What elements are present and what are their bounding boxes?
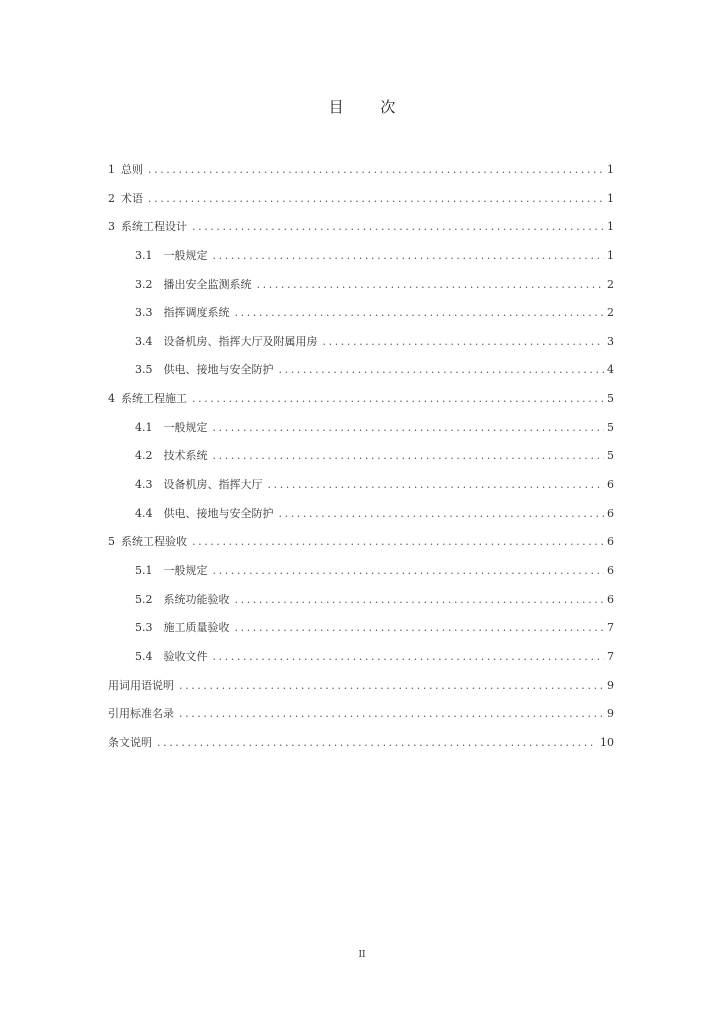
toc-leader-dots <box>279 500 605 529</box>
toc-entry-page: 6 <box>607 506 614 520</box>
toc-entry-number: 1 <box>108 163 115 176</box>
toc-leader-dots <box>235 299 605 328</box>
toc-entry-title: 引用标准名录 <box>108 707 174 721</box>
toc-entry-number: 5 <box>108 535 115 549</box>
toc-entry-number: 5.2 <box>135 592 153 606</box>
toc-entry-title: 技术系统 <box>163 449 208 463</box>
toc-leader-dots <box>257 271 605 300</box>
toc-entry-title: 系统工程设计 <box>121 220 187 234</box>
toc-entry-page: 2 <box>607 306 614 320</box>
toc-entry-3-4[interactable] <box>108 328 614 357</box>
toc-entry-title: 条文说明 <box>108 735 152 749</box>
toc-entry-page: 5 <box>607 449 614 463</box>
toc-entry-2[interactable] <box>108 185 614 214</box>
toc-entry-1[interactable] <box>108 156 614 185</box>
toc-entry-number: 3.3 <box>135 306 153 320</box>
toc-entry-3-2[interactable] <box>108 271 614 300</box>
toc-entry-title: 指挥调度系统 <box>163 306 230 320</box>
toc-leader-dots <box>235 586 605 615</box>
toc-entry-page: 9 <box>607 707 614 721</box>
toc-entry-title: 一般规定 <box>163 563 208 577</box>
toc-entry-page: 1 <box>607 220 614 234</box>
toc-entry-wording[interactable] <box>108 672 614 701</box>
toc-entry-3-3[interactable] <box>108 299 614 328</box>
toc-leader-dots <box>157 729 597 758</box>
toc-entry-title: 供电、接地与安全防护 <box>163 363 274 377</box>
toc-entry-page: 10 <box>600 735 614 749</box>
toc-entry-title: 系统功能验收 <box>163 592 230 606</box>
toc-entry-5-1[interactable] <box>108 557 614 586</box>
toc-entry-title: 系统工程施工 <box>121 392 187 406</box>
toc-entry-page: 7 <box>607 621 614 635</box>
toc-entry-number: 4 <box>108 392 115 406</box>
toc-leader-dots <box>192 213 604 242</box>
toc-leader-dots <box>213 242 605 271</box>
toc-list <box>108 156 614 757</box>
toc-title: 目 次 <box>328 98 412 116</box>
toc-entry-5-3[interactable] <box>108 614 614 643</box>
toc-leader-dots <box>192 528 604 557</box>
toc-entry-number: 4.3 <box>135 478 153 492</box>
toc-leader-dots <box>179 672 604 701</box>
toc-entry-page: 1 <box>607 248 614 262</box>
toc-entry-page: 1 <box>607 163 614 176</box>
toc-leader-dots <box>213 414 605 443</box>
toc-leader-dots <box>213 442 605 471</box>
toc-entry-number: 5.4 <box>135 649 153 663</box>
toc-leader-dots <box>213 643 605 672</box>
toc-entry-title: 系统工程验收 <box>121 535 187 549</box>
toc-leader-dots <box>213 557 605 586</box>
toc-leader-dots <box>148 156 604 185</box>
toc-entry-title: 设备机房、指挥大厅 <box>163 478 263 492</box>
toc-entry-title: 设备机房、指挥大厅及附属用房 <box>163 334 318 348</box>
toc-entry-title: 施工质量验收 <box>163 621 230 635</box>
toc-entry-number: 4.1 <box>135 420 153 434</box>
toc-entry-page: 5 <box>607 420 614 434</box>
toc-entry-title: 一般规定 <box>163 248 208 262</box>
toc-entry-number: 4.4 <box>135 506 153 520</box>
toc-entry-page: 6 <box>607 592 614 606</box>
toc-entry-title: 验收文件 <box>163 649 208 663</box>
toc-entry-5-4[interactable] <box>108 643 614 672</box>
toc-entry-page: 3 <box>607 334 614 348</box>
toc-entry-page: 1 <box>607 191 614 205</box>
toc-leader-dots <box>235 614 605 643</box>
toc-leader-dots <box>323 328 605 357</box>
toc-entry-page: 9 <box>607 678 614 692</box>
toc-entry-number: 2 <box>108 191 115 205</box>
toc-entry-3-5[interactable] <box>108 356 614 385</box>
toc-entry-title: 供电、接地与安全防护 <box>163 506 274 520</box>
toc-entry-page: 7 <box>607 649 614 663</box>
toc-entry-number: 3.2 <box>135 277 153 291</box>
toc-entry-4[interactable] <box>108 385 614 414</box>
toc-entry-page: 6 <box>607 478 614 492</box>
toc-entry-4-1[interactable] <box>108 414 614 443</box>
toc-entry-title: 播出安全监测系统 <box>163 277 252 291</box>
toc-entry-number: 3.1 <box>135 248 153 262</box>
toc-entry-3[interactable] <box>108 213 614 242</box>
toc-leader-dots <box>268 471 605 500</box>
toc-entry-number: 5.1 <box>135 563 153 577</box>
toc-leader-dots <box>179 700 604 729</box>
toc-entry-page: 4 <box>607 363 614 377</box>
toc-entry-title: 用词用语说明 <box>108 678 174 692</box>
toc-entry-5[interactable] <box>108 528 614 557</box>
toc-entry-4-4[interactable] <box>108 500 614 529</box>
toc-entry-explanation[interactable] <box>108 729 614 758</box>
toc-entry-number: 3.5 <box>135 363 153 377</box>
toc-entry-number: 5.3 <box>135 621 153 635</box>
toc-entry-references[interactable] <box>108 700 614 729</box>
toc-entry-title: 一般规定 <box>163 420 208 434</box>
toc-entry-title: 总则 <box>121 163 143 176</box>
page-number: II <box>358 950 366 960</box>
toc-leader-dots <box>279 356 605 385</box>
toc-entry-page: 6 <box>607 563 614 577</box>
toc-leader-dots <box>148 185 604 214</box>
toc-entry-4-2[interactable] <box>108 442 614 471</box>
toc-entry-number: 4.2 <box>135 449 153 463</box>
toc-leader-dots <box>192 385 604 414</box>
toc-entry-5-2[interactable] <box>108 586 614 615</box>
toc-entry-page: 6 <box>607 535 614 549</box>
toc-entry-page: 2 <box>607 277 614 291</box>
toc-entry-number: 3.4 <box>135 334 153 348</box>
toc-entry-number: 3 <box>108 220 115 234</box>
toc-entry-4-3[interactable] <box>108 471 614 500</box>
toc-entry-page: 5 <box>607 392 614 406</box>
toc-entry-3-1[interactable] <box>108 242 614 271</box>
toc-entry-title: 术语 <box>121 191 143 205</box>
